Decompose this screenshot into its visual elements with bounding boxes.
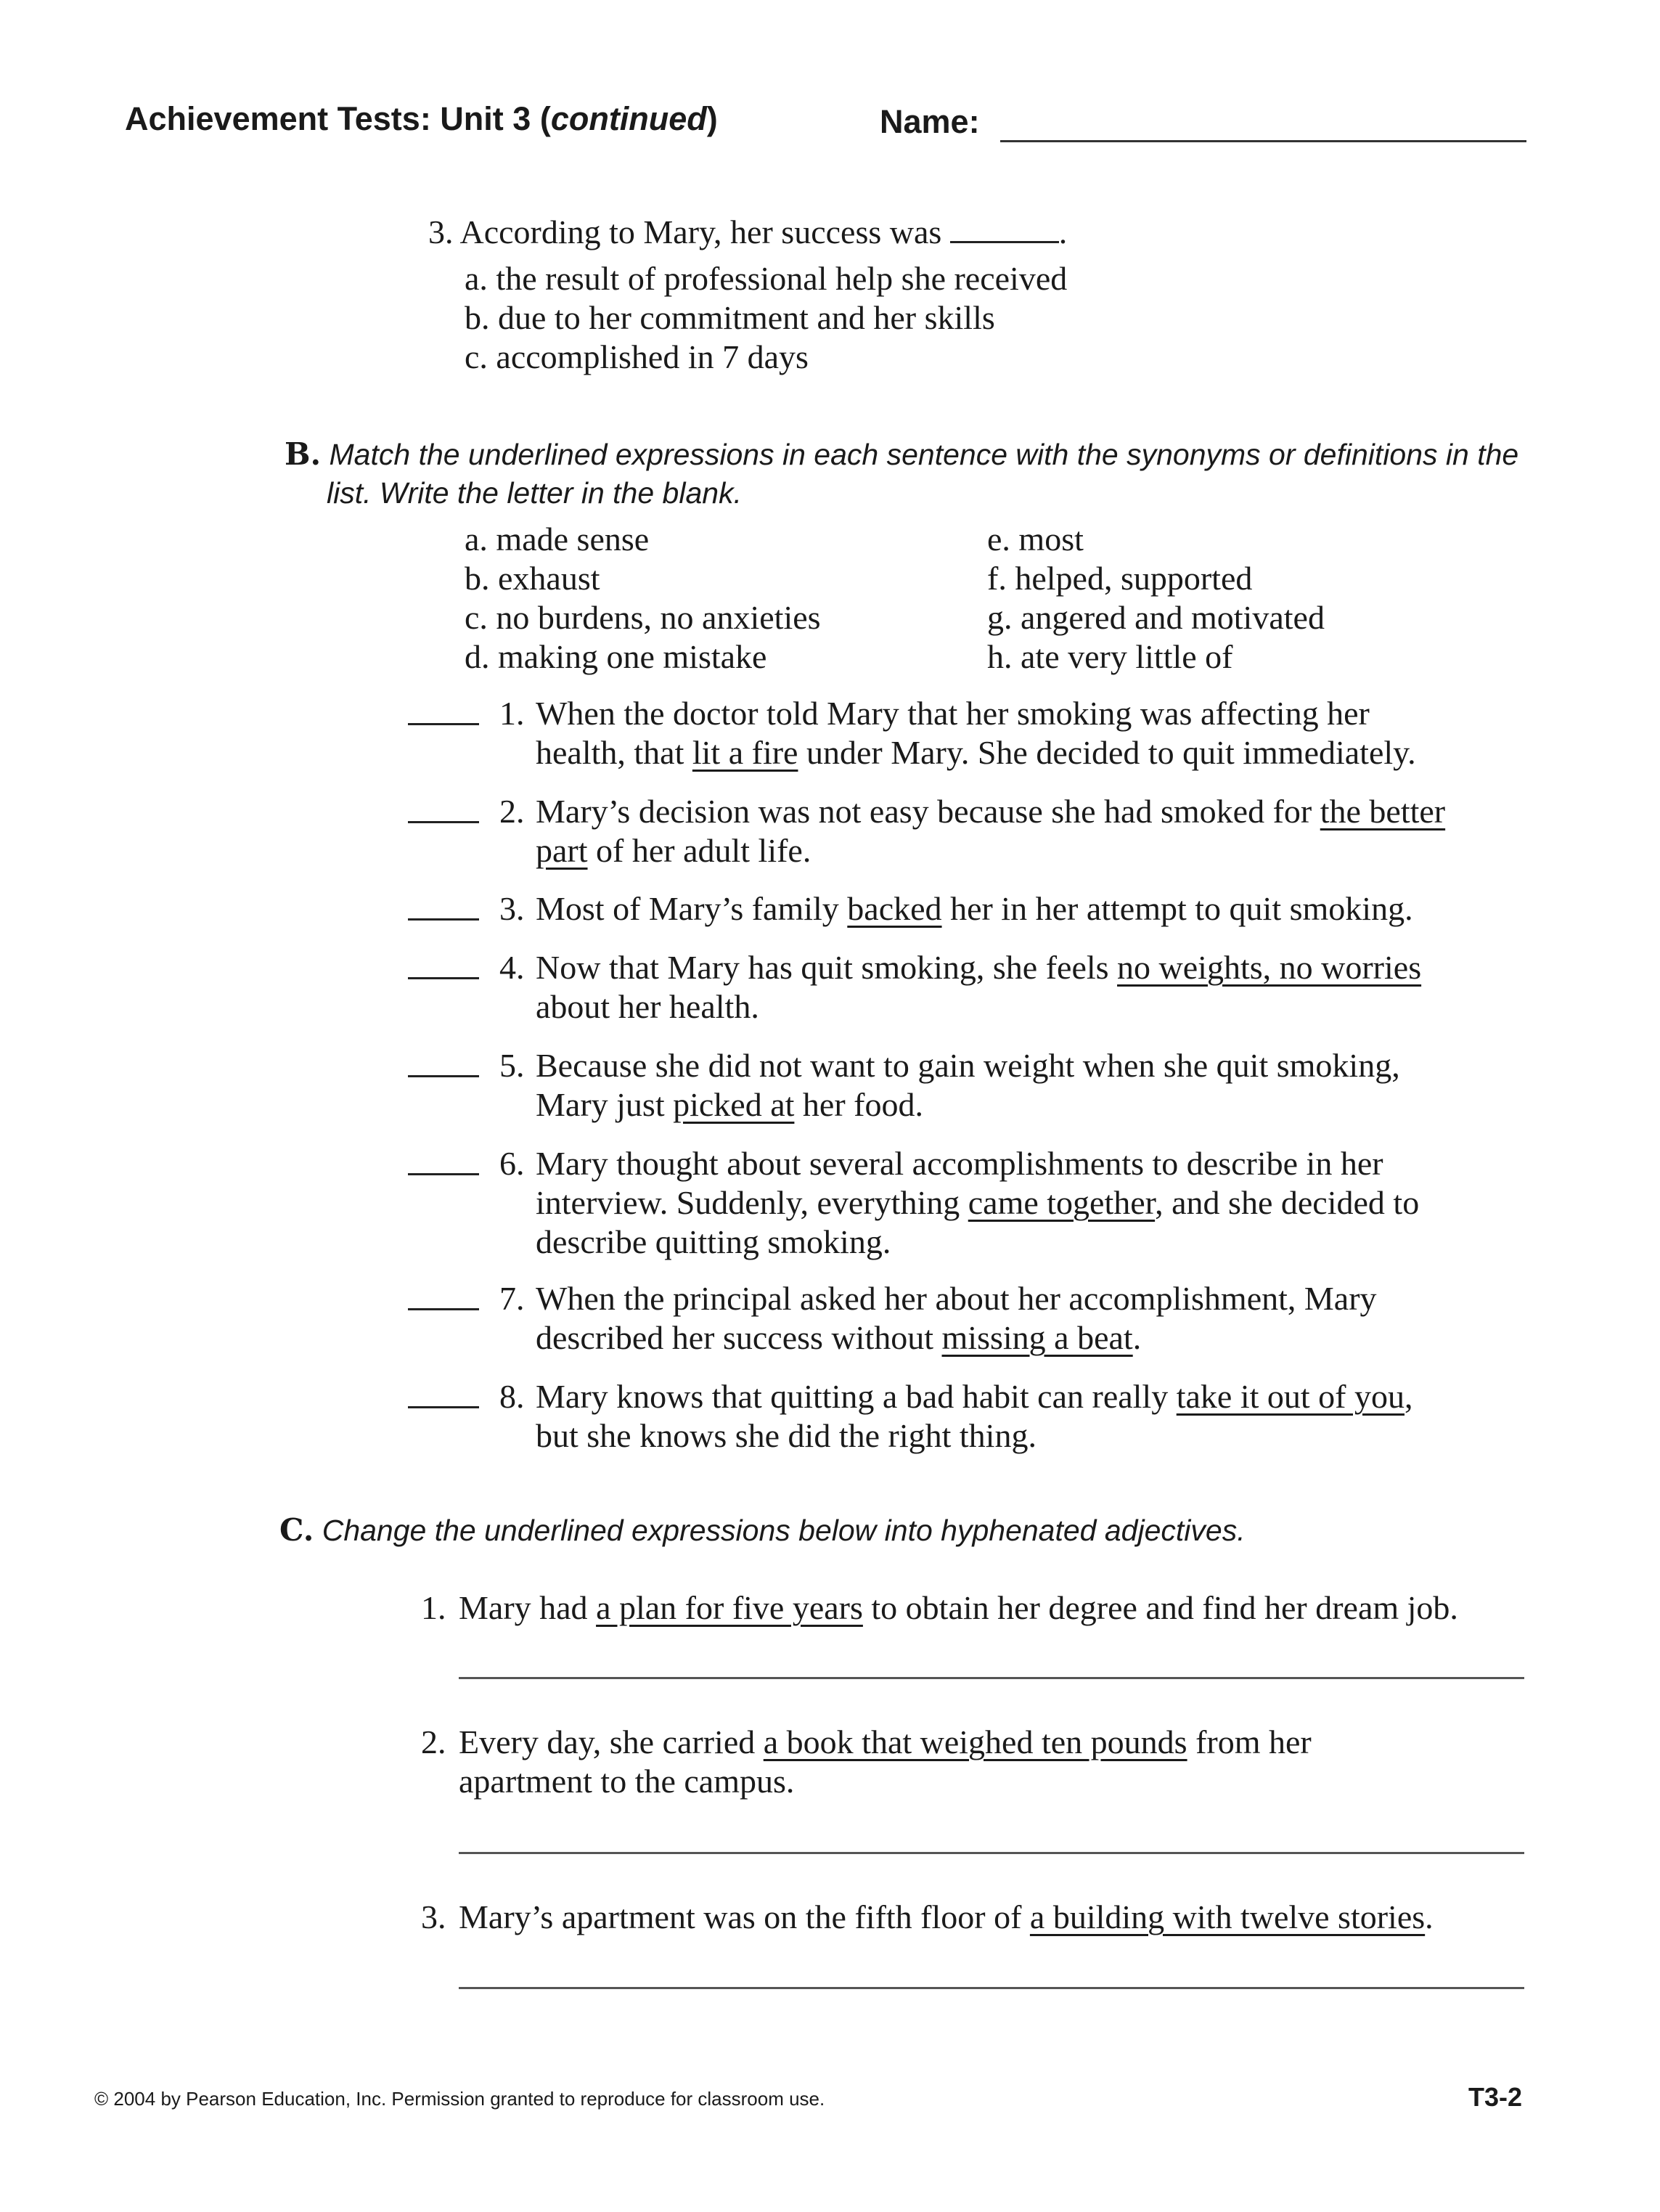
name-field[interactable] [1000, 140, 1526, 142]
c-item-2-line2: apartment to the campus. [459, 1763, 795, 1800]
b-item-5-line2: Mary just picked at her food. [536, 1086, 923, 1123]
c-answer-line-3[interactable] [459, 1987, 1524, 1989]
b-item-6-line1: Mary thought about several accomplishments to describe in her [536, 1145, 1383, 1182]
section-c-instruction: C. Change the underlined expressions below into hyphenated adjectives. [279, 1512, 1246, 1548]
section-b-instruction-line2: list. Write the letter in the blank. [327, 476, 742, 510]
b-item-1-line1: When the doctor told Mary that her smoking was affecting her [536, 695, 1370, 732]
copyright-notice: © 2004 by Pearson Education, Inc. Permission granted to reproduce for classroom use. [94, 2088, 825, 2110]
page-title: Achievement Tests: Unit 3 (continued) [125, 100, 718, 137]
b-item-3-number: 3. [499, 890, 525, 927]
choice-a: a. made sense [465, 521, 650, 558]
section-b-letter: B. [285, 436, 322, 472]
choice-b: b. exhaust [465, 560, 600, 597]
page-number: T3-2 [1468, 2082, 1523, 2112]
b-item-3-line1: Most of Mary’s family backed her in her attempt to quit smoking. [536, 890, 1413, 927]
b-item-8-line2: but she knows she did the right thing. [536, 1417, 1037, 1454]
b-item-4-line2: about her health. [536, 988, 759, 1025]
choice-h: h. ate very little of [987, 638, 1233, 675]
b-item-1-number: 1. [499, 695, 525, 732]
choice-c: c. no burdens, no anxieties [465, 599, 821, 636]
b-item-7-number: 7. [499, 1280, 525, 1317]
c-item-2-line1: Every day, she carried a book that weighed ten pounds from her [459, 1723, 1312, 1760]
b-item-6-number: 6. [499, 1145, 525, 1182]
c-item-1-text: Mary had a plan for five years to obtain her degree and find her dream job. [459, 1589, 1458, 1626]
b-item-2-line1: Mary’s decision was not easy because she had smoked for the better [536, 793, 1446, 830]
b-item-6-line2: interview. Suddenly, everything came together, and she decided to [536, 1184, 1420, 1221]
q3-blank[interactable] [950, 212, 1059, 243]
c-answer-line-1[interactable] [459, 1677, 1524, 1679]
b-item-7-line1: When the principal asked her about her accomplishment, Mary [536, 1280, 1377, 1317]
q3-option-a: a. the result of professional help she received [465, 260, 1068, 297]
c-item-2-number: 2. [421, 1723, 446, 1760]
c-item-3-number: 3. [421, 1898, 446, 1935]
answer-blank-6[interactable] [408, 1173, 479, 1175]
answer-blank-8[interactable] [408, 1406, 479, 1408]
answer-blank-7[interactable] [408, 1308, 479, 1310]
choice-e: e. most [987, 521, 1084, 558]
b-item-5-line1: Because she did not want to gain weight when she quit smoking, [536, 1047, 1400, 1084]
b-item-4-line1: Now that Mary has quit smoking, she feels no weights, no worries [536, 949, 1422, 986]
q3-stem: 3. According to Mary, her success was . [428, 213, 1068, 250]
b-item-8-number: 8. [499, 1378, 525, 1415]
b-item-4-number: 4. [499, 949, 525, 986]
b-item-5-number: 5. [499, 1047, 525, 1084]
answer-blank-3[interactable] [408, 918, 479, 921]
b-item-1-line2: health, that lit a fire under Mary. She decided to quit immediately. [536, 734, 1416, 771]
choice-f: f. helped, supported [987, 560, 1253, 597]
b-item-8-line1: Mary knows that quitting a bad habit can really take it out of you, [536, 1378, 1413, 1415]
name-label: Name: [880, 103, 980, 140]
answer-blank-5[interactable] [408, 1075, 479, 1077]
section-c-letter: C. [279, 1512, 314, 1548]
choice-d: d. making one mistake [465, 638, 767, 675]
b-item-2-number: 2. [499, 793, 525, 830]
b-item-2-line2: part of her adult life. [536, 832, 811, 869]
b-item-7-line2: described her success without missing a beat. [536, 1319, 1142, 1356]
c-item-1-number: 1. [421, 1589, 446, 1626]
c-answer-line-2[interactable] [459, 1852, 1524, 1854]
answer-blank-4[interactable] [408, 977, 479, 979]
answer-blank-2[interactable] [408, 821, 479, 823]
choice-g: g. angered and motivated [987, 599, 1325, 636]
q3-option-c: c. accomplished in 7 days [465, 338, 809, 375]
b-item-6-line3: describe quitting smoking. [536, 1223, 891, 1260]
answer-blank-1[interactable] [408, 723, 479, 725]
q3-option-b: b. due to her commitment and her skills [465, 299, 995, 336]
section-b-instruction: B. Match the underlined expressions in each sentence with the synonyms or definitions in the [285, 436, 1519, 472]
c-item-3-text: Mary’s apartment was on the fifth floor of a building with twelve stories. [459, 1898, 1434, 1935]
